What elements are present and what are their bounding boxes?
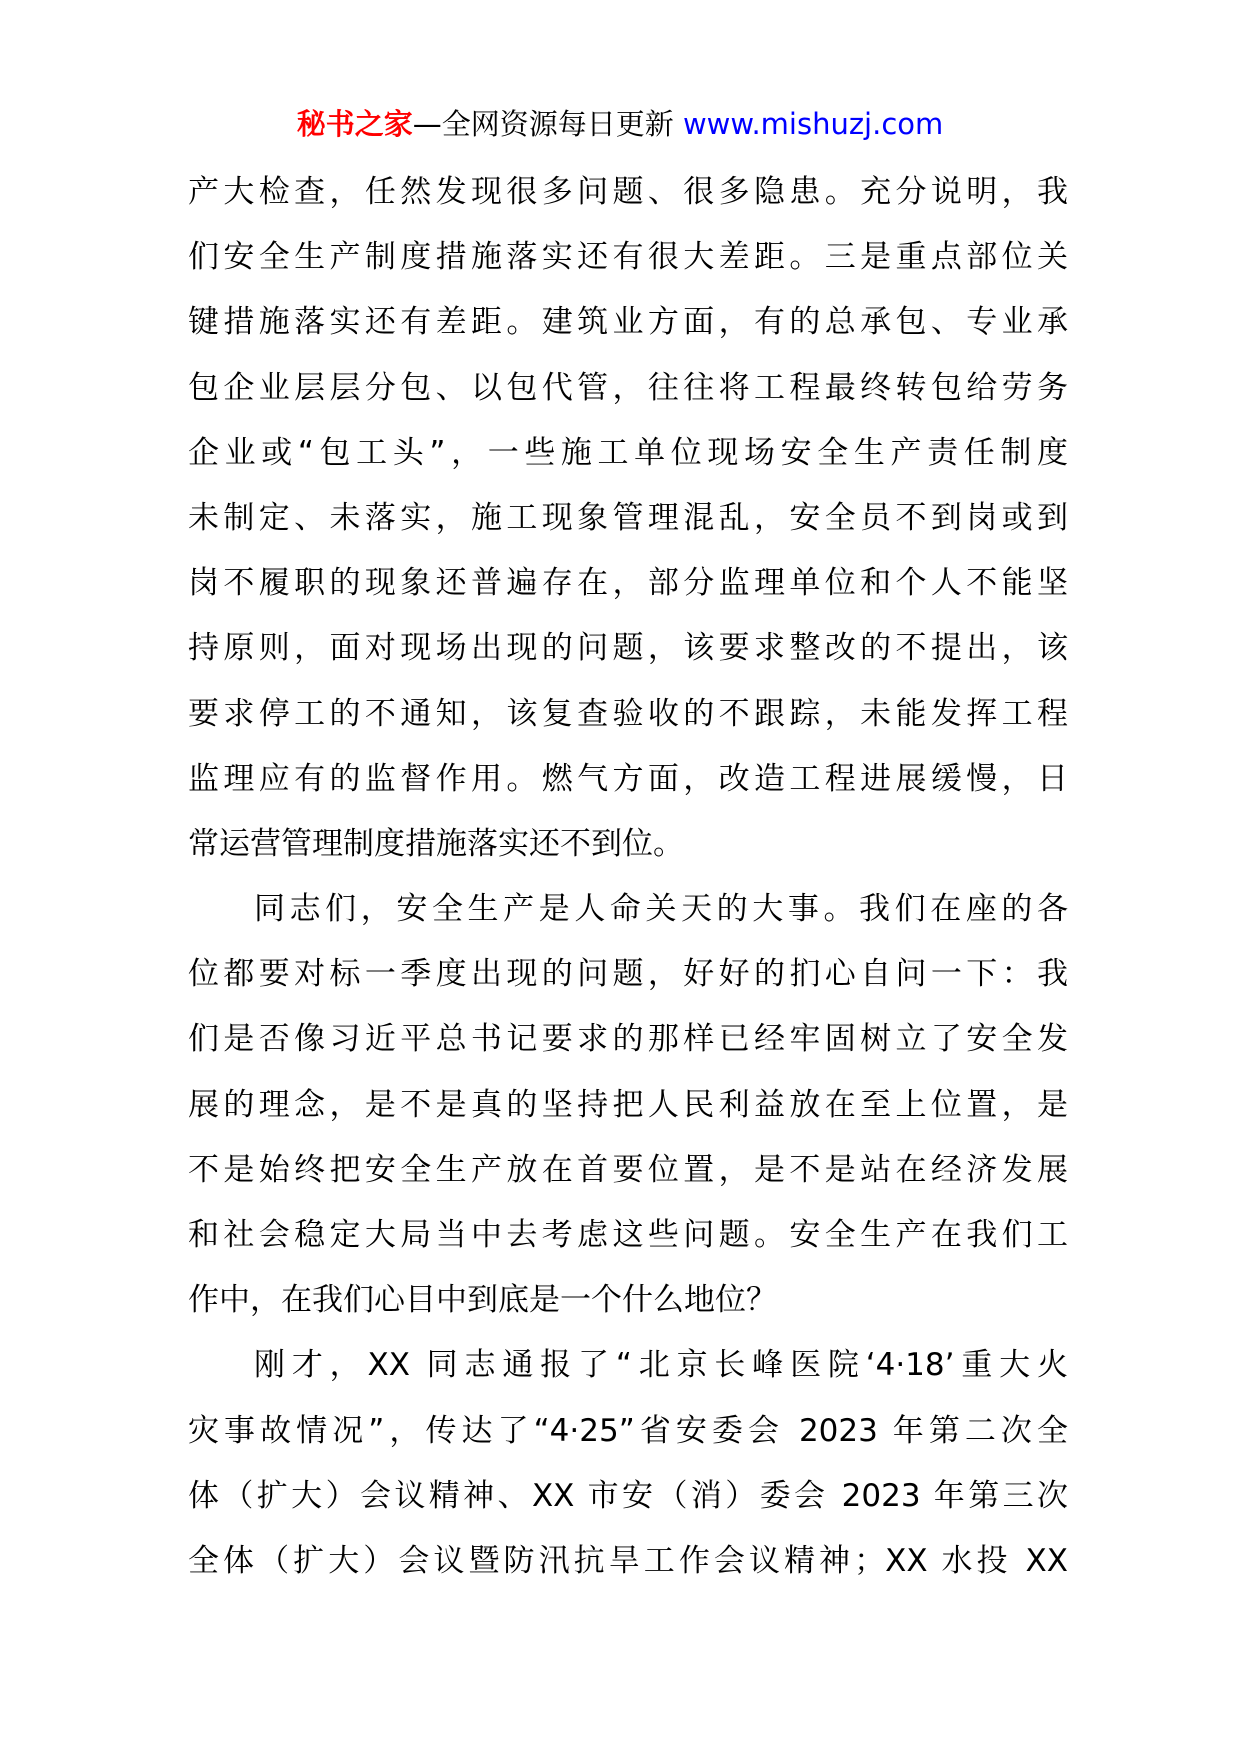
text-line: 们是否像习近平总书记要求的那样已经牢固树立了安全发 (188, 1021, 1068, 1058)
text-line: 产大检查，任然发现很多问题、很多隐患。充分说明，我 (188, 174, 1068, 210)
text-line: 和社会稳定大局当中去考虑这些问题。安全生产在我们工 (188, 1217, 1068, 1253)
text-line: 们安全生产制度措施落实还有很大差距。三是重点部位关 (188, 239, 1068, 276)
paragraph-2 (188, 877, 1068, 1333)
text-line: 位都要对标一季度出现的问题，好好的扪心自问一下：我 (188, 956, 1068, 993)
paragraph-1 (188, 160, 1068, 877)
text-line: 作中，在我们心目中到底是一个什么地位？ (188, 1282, 777, 1319)
text-line: 持原则，面对现场出现的问题，该要求整改的不提出，该 (188, 630, 1068, 667)
document-body (188, 160, 1068, 1594)
header-brand: 秘书之家 (296, 107, 413, 141)
paragraph-3 (188, 1333, 1068, 1594)
text-line: 常运营管理制度措施落实还不到位。 (188, 825, 684, 862)
header-url-link[interactable]: www.mishuzj.com (682, 107, 944, 141)
text-line: 体（扩大）会议精神、XX 市安（消）委会 2023 年第三次 (188, 1477, 1068, 1514)
text-line: 键措施落实还有差距。建筑业方面，有的总承包、专业承 (188, 304, 1068, 341)
text-line: 刚才，XX 同志通报了“北京长峰医院‘4·18’重大火 (254, 1347, 1068, 1384)
text-line: 监理应有的监督作用。燃气方面，改造工程进展缓慢，日 (188, 760, 1068, 797)
text-line: 企业或“包工头”，一些施工单位现场安全生产责任制度 (188, 434, 1068, 471)
text-line: 包企业层层分包、以包代管，往往将工程最终转包给劳务 (188, 369, 1068, 406)
text-line: 灾事故情况”，传达了“4·25”省安委会 2023 年第二次全 (188, 1412, 1068, 1449)
text-line: 展的理念，是不是真的坚持把人民利益放在至上位置，是 (188, 1086, 1068, 1123)
document-header (0, 104, 1240, 144)
text-line: 岗不履职的现象还普遍存在，部分监理单位和个人不能坚 (188, 565, 1068, 602)
text-line: 不是始终把安全生产放在首要位置，是不是站在经济发展 (188, 1151, 1068, 1188)
header-tagline: —全网资源每日更新 (412, 107, 683, 141)
text-line: 同志们，安全生产是人命关天的大事。我们在座的各 (254, 891, 1068, 928)
text-line: 未制定、未落实，施工现象管理混乱，安全员不到岗或到 (188, 499, 1068, 536)
text-line: 全体（扩大）会议暨防汛抗旱工作会议精神；XX 水投 XX (188, 1542, 1068, 1579)
text-line: 要求停工的不通知，该复查验收的不跟踪，未能发挥工程 (188, 695, 1068, 732)
